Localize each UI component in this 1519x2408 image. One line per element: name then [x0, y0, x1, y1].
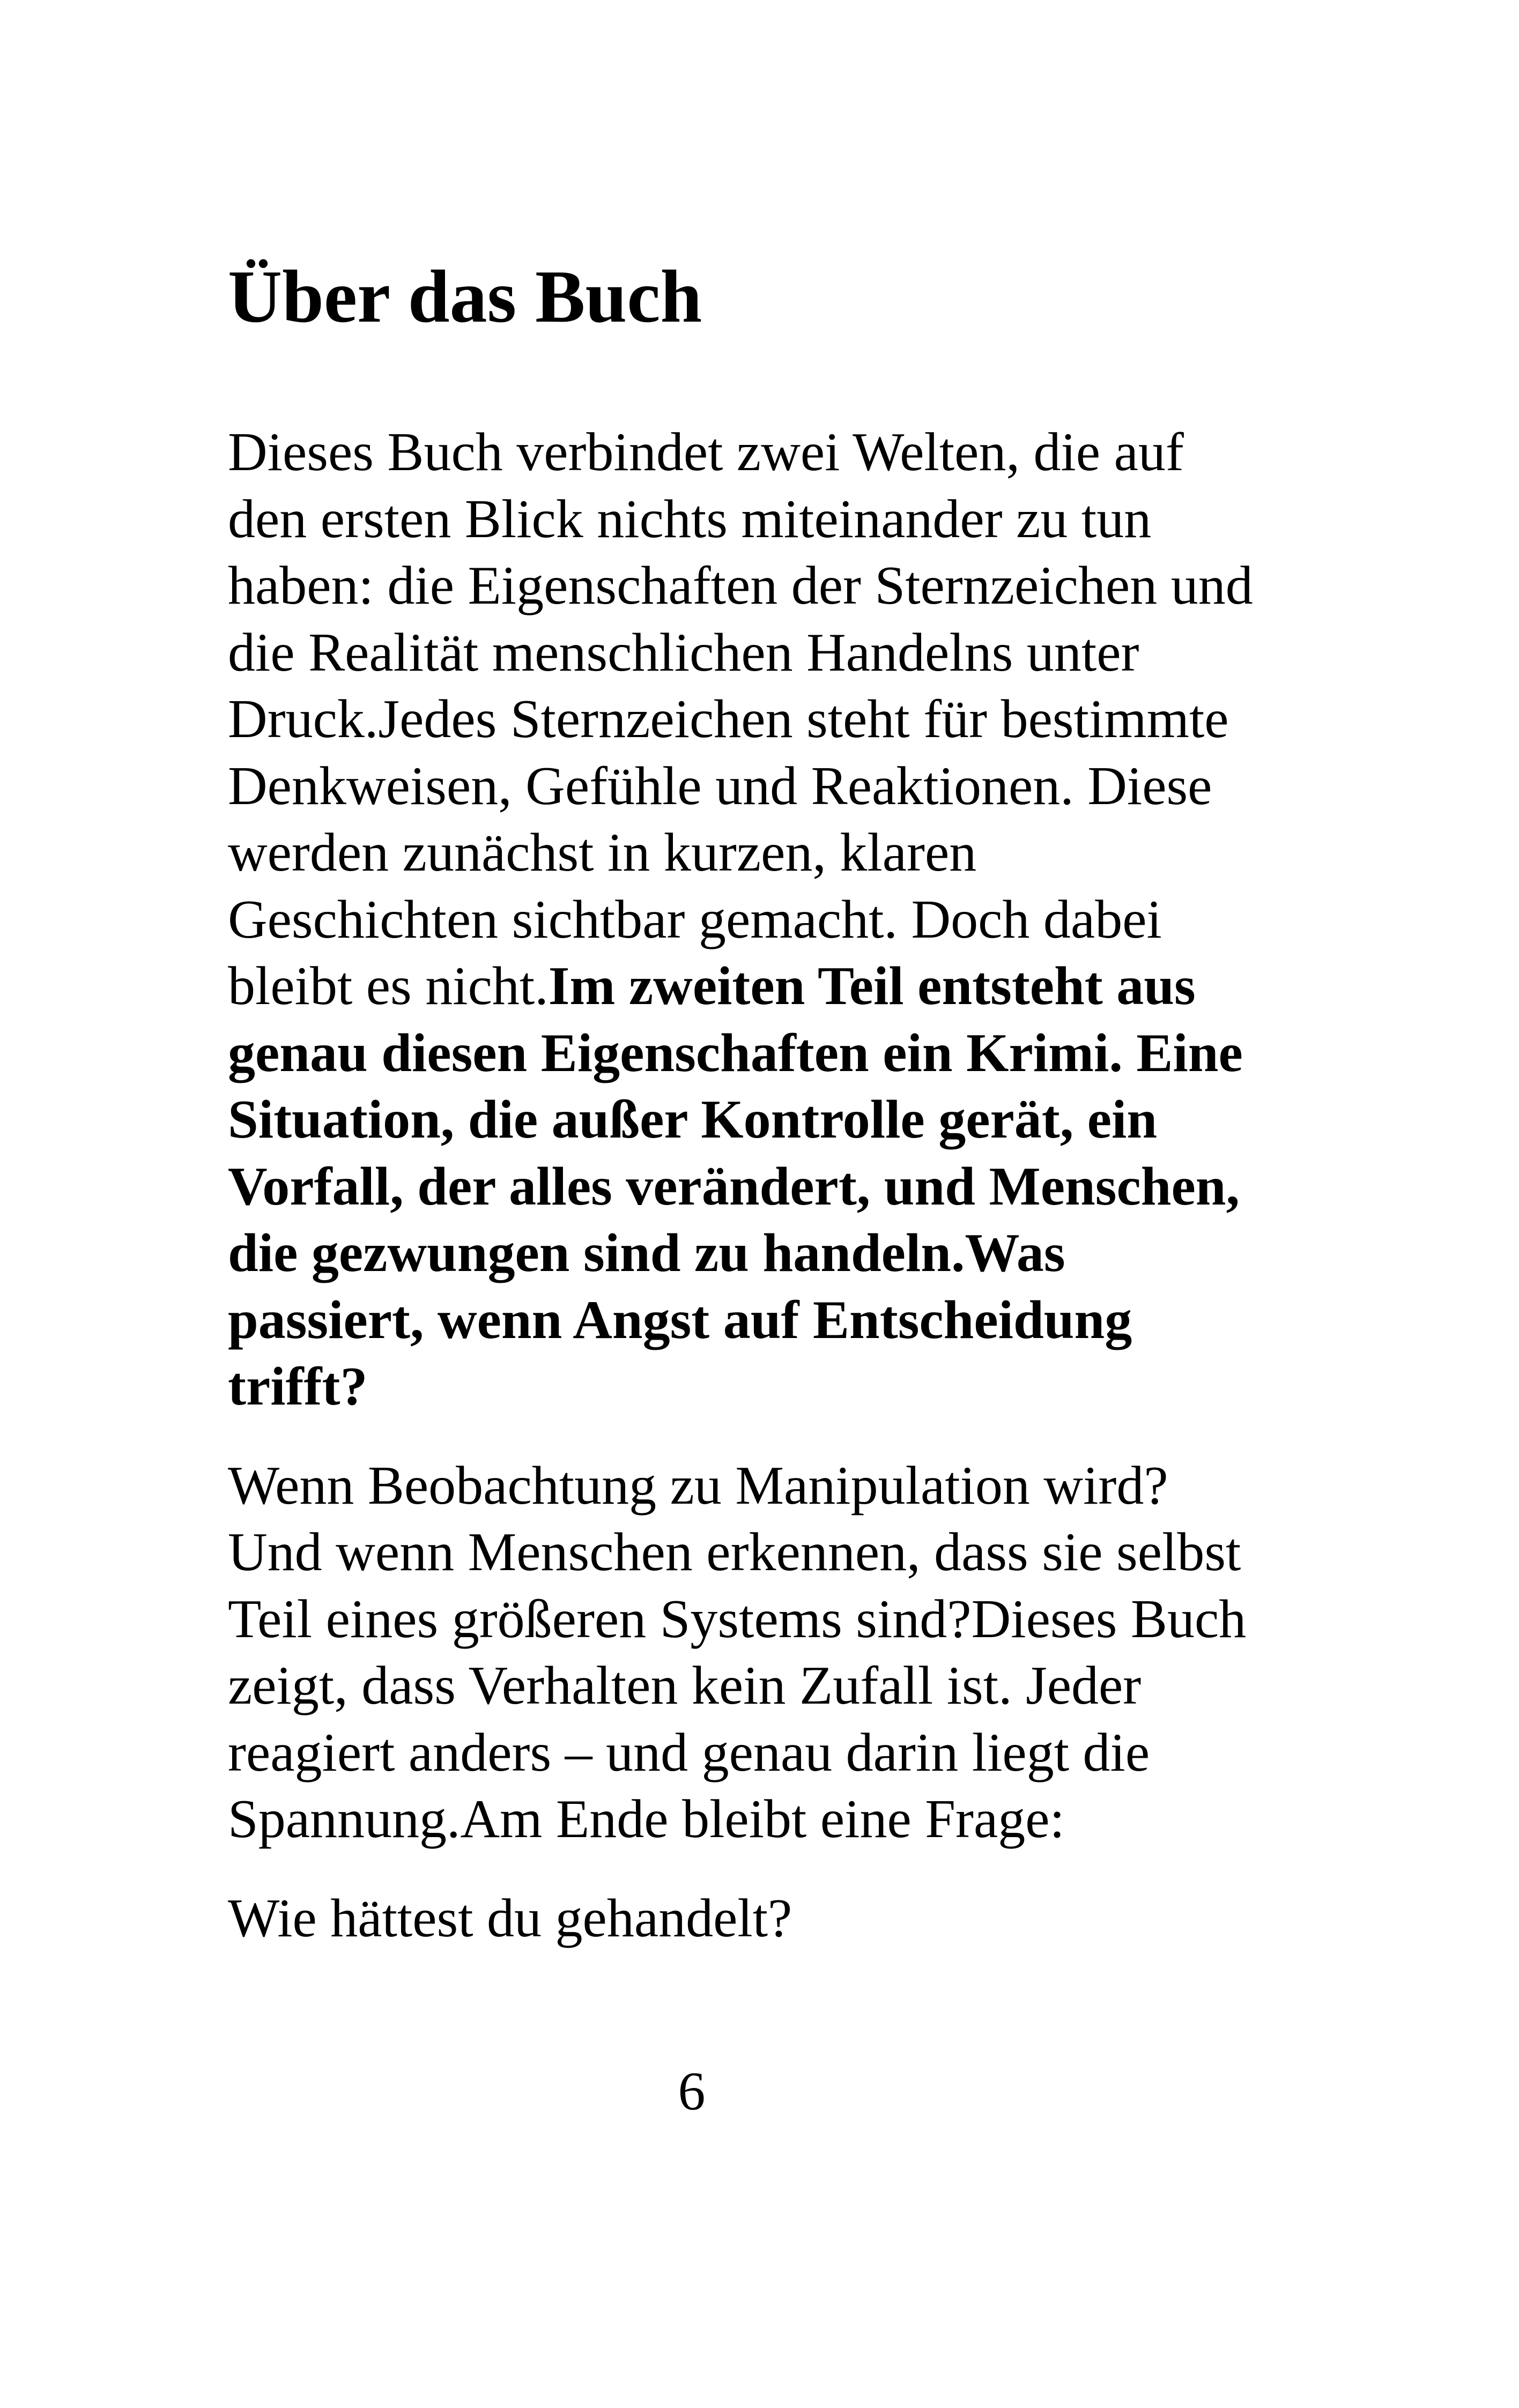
paragraph-intro [228, 419, 1338, 1421]
paragraph-questions: Wenn Beobachtung zu Manipulation wird? Und wenn Menschen erkennen, dass sie selbst Teil eines größeren Systems sind?Dieses Buch zeigt, dass Verhalten kein Zufall ist. Jeder reagiert anders – und genau darin liegt die Spannung.Am Ende bleibt eine Frage: [228, 1455, 1247, 1849]
paragraph-closing-question: Wie hättest du gehandelt? [228, 1887, 792, 1949]
page-title: Über das Buch [228, 255, 702, 338]
page-number: 6 [678, 2061, 706, 2122]
intro-bold-text: Im zweiten Teil entsteht aus genau diesen Eigenschaften ein Krimi. Eine Situation, die außer Kontrolle gerät, ein Vorfall, der alles verändert, und Menschen, die gezwungen sind zu handeln.Was passiert, wenn Angst auf Entscheidung trifft? [228, 956, 1243, 1417]
body-text [228, 419, 1338, 1984]
intro-regular-text: Dieses Buch verbindet zwei Welten, die auf den ersten Blick nichts miteinander zu tun haben: die Eigenschaften der Sternzeichen und die Realität menschlichen Handelns unter Druck.Jedes Sternzeichen steht für bestimmte Denkweisen, Gefühle und Reaktionen. Diese werden zunächst in kurzen, klaren Geschichten sichtbar gemacht. Doch dabei bleibt es nicht. [228, 422, 1253, 1016]
